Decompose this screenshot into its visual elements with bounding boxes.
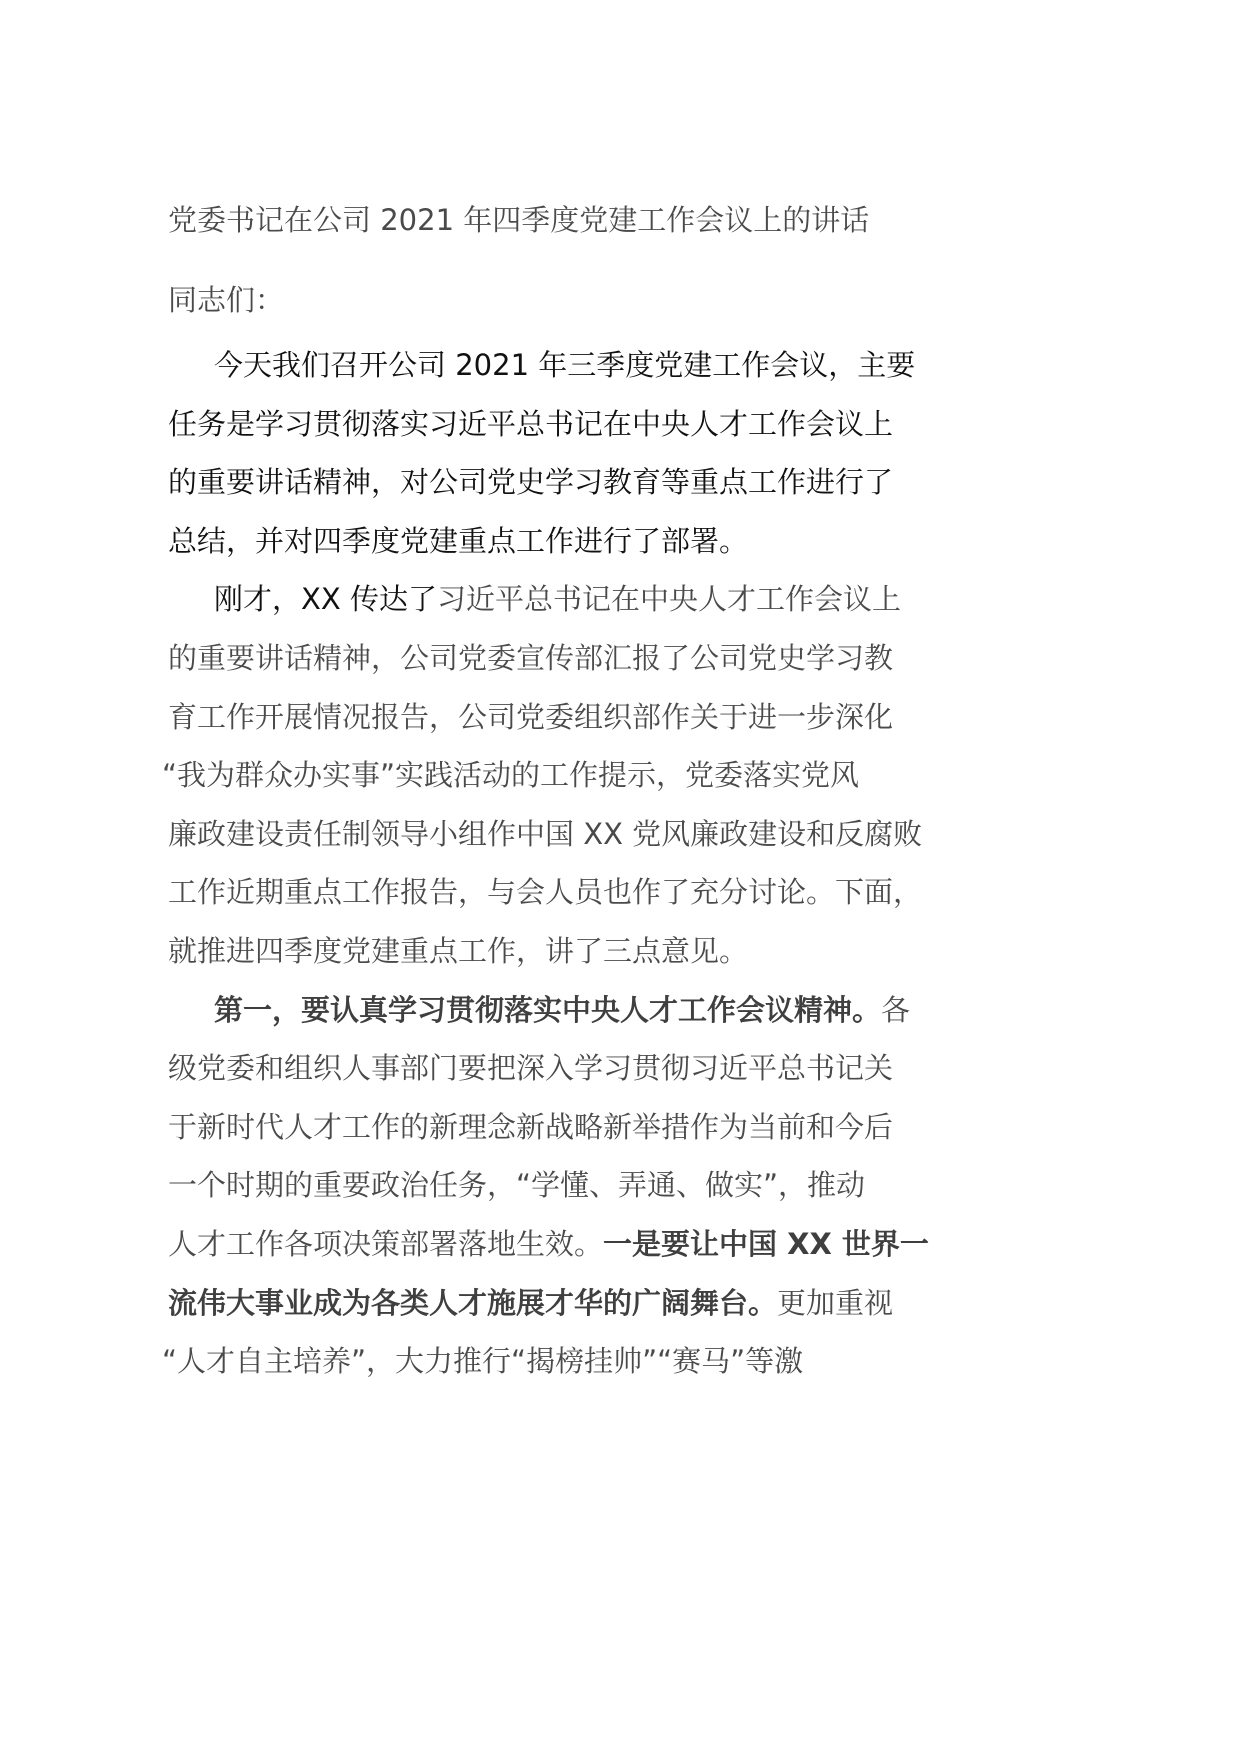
paragraph-line <box>168 1274 944 1333</box>
paragraph-line-normal-segment: 各 <box>881 992 911 1027</box>
paragraph-line: 廉政建设责任制领导小组作中国 XX 党风廉政建设和反腐败 <box>168 816 923 851</box>
paragraph-line: “人才自主培养”，大力推行“揭榜挂帅”“赛马”等激 <box>162 1344 804 1379</box>
paragraph-line: 就推进四季度党建重点工作，讲了三点意见。 <box>168 933 749 968</box>
section-heading-point-one: 第一，要认真学习贯彻落实中央人才工作会议精神。 <box>214 992 882 1027</box>
paragraph-line: 任务是学习贯彻落实习近平总书记在中央人才工作会议上 <box>168 406 894 441</box>
paragraph-line: 于新时代人才工作的新理念新战略新举措作为当前和今后 <box>168 1109 894 1144</box>
paragraph-line: “我为群众办实事”实践活动的工作提示，党委落实党风 <box>162 758 860 793</box>
paragraph-review <box>162 570 944 980</box>
paragraph-line: 级党委和组织人事部门要把深入学习贯彻习近平总书记关 <box>168 1051 894 1086</box>
document-title: 党委书记在公司 2021 年四季度党建工作会议上的讲话 <box>168 203 870 237</box>
paragraph-line: 一个时期的重要政治任务，“学懂、弄通、做实”，推动 <box>168 1168 866 1203</box>
paragraph-line-gray-segment: 习近平总书记在中央人才工作会议上 <box>436 582 901 617</box>
paragraph-line <box>168 981 944 1040</box>
paragraph-line: 工作近期重点工作报告，与会人员也作了充分讨论。下面， <box>168 875 923 910</box>
paragraph-line <box>168 570 944 629</box>
paragraph-opening <box>168 336 944 570</box>
subpoint-heading-one-cont: 流伟大事业成为各类人才施展才华的广阔舞台。 <box>168 1285 778 1320</box>
paragraph-point-one <box>162 981 944 1391</box>
paragraph-line: 的重要讲话精神，公司党委宣传部汇报了公司党史学习教 <box>168 640 894 675</box>
paragraph-line: 的重要讲话精神，对公司党史学习教育等重点工作进行了 <box>168 465 894 500</box>
paragraph-line-normal-segment: 更加重视 <box>777 1285 894 1320</box>
paragraph-line: 总结，并对四季度党建重点工作进行了部署。 <box>168 523 749 558</box>
paragraph-line-dark-segment: 刚才，XX 传达了 <box>214 582 437 617</box>
paragraph-line <box>168 1215 944 1274</box>
paragraph-line: 今天我们召开公司 2021 年三季度党建工作会议，主要 <box>214 348 916 382</box>
paragraph-line-normal-segment: 人才工作各项决策部署落地生效。 <box>168 1226 604 1261</box>
paragraph-line: 育工作开展情况报告，公司党委组织部作关于进一步深化 <box>168 699 894 734</box>
document-page <box>162 198 944 1391</box>
subpoint-heading-one: 一是要让中国 XX 世界一 <box>603 1226 929 1261</box>
salutation: 同志们： <box>168 283 285 317</box>
